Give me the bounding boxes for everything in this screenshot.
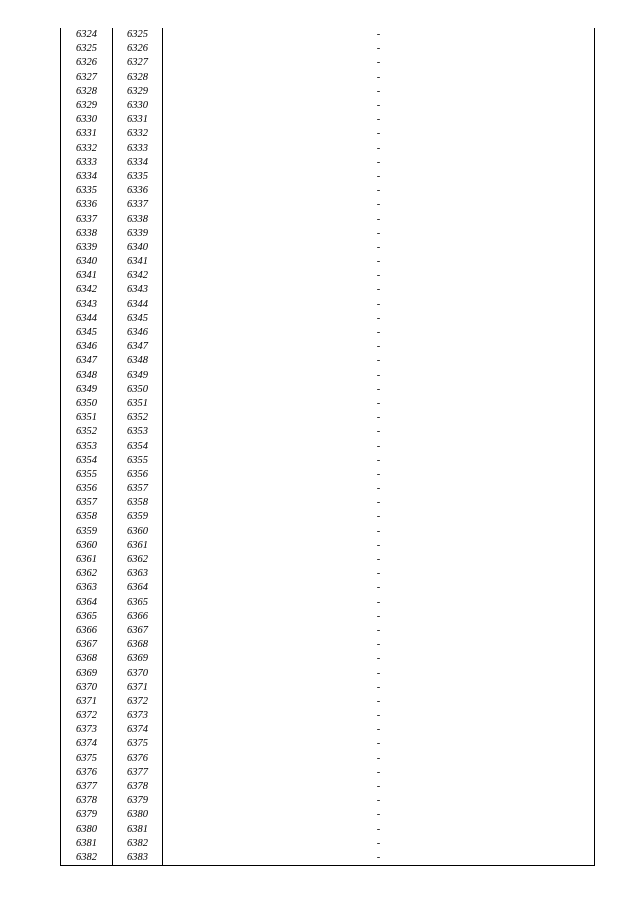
start-code-cell: 6370 <box>61 681 113 695</box>
end-code-cell: 6357 <box>113 482 163 496</box>
end-code-cell: 6356 <box>113 468 163 482</box>
table-row <box>61 142 595 156</box>
value-cell: - <box>163 610 595 624</box>
table-row <box>61 28 595 42</box>
start-code-cell: 6379 <box>61 808 113 822</box>
table-row <box>61 269 595 283</box>
start-code-cell: 6356 <box>61 482 113 496</box>
table-body <box>61 28 595 866</box>
start-code-cell: 6374 <box>61 737 113 751</box>
start-code-cell: 6359 <box>61 525 113 539</box>
start-code-cell: 6369 <box>61 666 113 680</box>
end-code-cell: 6382 <box>113 837 163 851</box>
end-code-cell: 6381 <box>113 823 163 837</box>
value-cell: - <box>163 298 595 312</box>
end-code-cell: 6337 <box>113 198 163 212</box>
end-code-cell: 6347 <box>113 340 163 354</box>
end-code-cell: 6374 <box>113 723 163 737</box>
end-code-cell: 6344 <box>113 298 163 312</box>
value-cell: - <box>163 454 595 468</box>
value-cell: - <box>163 596 595 610</box>
table-row <box>61 241 595 255</box>
table-row <box>61 354 595 368</box>
value-cell: - <box>163 652 595 666</box>
end-code-cell: 6351 <box>113 397 163 411</box>
start-code-cell: 6351 <box>61 411 113 425</box>
start-code-cell: 6361 <box>61 553 113 567</box>
start-code-cell: 6348 <box>61 369 113 383</box>
value-cell: - <box>163 326 595 340</box>
end-code-cell: 6335 <box>113 170 163 184</box>
start-code-cell: 6345 <box>61 326 113 340</box>
value-cell: - <box>163 510 595 524</box>
end-code-cell: 6383 <box>113 851 163 866</box>
table-row <box>61 652 595 666</box>
table-row <box>61 156 595 170</box>
start-code-cell: 6373 <box>61 723 113 737</box>
end-code-cell: 6377 <box>113 766 163 780</box>
table-row <box>61 596 595 610</box>
start-code-cell: 6364 <box>61 596 113 610</box>
start-code-cell: 6344 <box>61 312 113 326</box>
value-cell: - <box>163 766 595 780</box>
value-cell: - <box>163 482 595 496</box>
end-code-cell: 6372 <box>113 695 163 709</box>
start-code-cell: 6367 <box>61 638 113 652</box>
end-code-cell: 6332 <box>113 127 163 141</box>
table-row <box>61 71 595 85</box>
table-row <box>61 510 595 524</box>
value-cell: - <box>163 553 595 567</box>
table-row <box>61 525 595 539</box>
end-code-cell: 6376 <box>113 752 163 766</box>
table-row <box>61 283 595 297</box>
value-cell: - <box>163 170 595 184</box>
value-cell: - <box>163 752 595 766</box>
table-row <box>61 113 595 127</box>
start-code-cell: 6332 <box>61 142 113 156</box>
end-code-cell: 6334 <box>113 156 163 170</box>
start-code-cell: 6325 <box>61 42 113 56</box>
start-code-cell: 6337 <box>61 212 113 226</box>
table-row <box>61 227 595 241</box>
end-code-cell: 6358 <box>113 496 163 510</box>
end-code-cell: 6355 <box>113 454 163 468</box>
table-row <box>61 780 595 794</box>
value-cell: - <box>163 397 595 411</box>
start-code-cell: 6331 <box>61 127 113 141</box>
end-code-cell: 6348 <box>113 354 163 368</box>
start-code-cell: 6362 <box>61 567 113 581</box>
value-cell: - <box>163 340 595 354</box>
value-cell: - <box>163 837 595 851</box>
end-code-cell: 6326 <box>113 42 163 56</box>
value-cell: - <box>163 439 595 453</box>
value-cell: - <box>163 681 595 695</box>
table-row <box>61 212 595 226</box>
value-cell: - <box>163 823 595 837</box>
start-code-cell: 6355 <box>61 468 113 482</box>
start-code-cell: 6338 <box>61 227 113 241</box>
end-code-cell: 6359 <box>113 510 163 524</box>
value-cell: - <box>163 624 595 638</box>
value-cell: - <box>163 709 595 723</box>
start-code-cell: 6381 <box>61 837 113 851</box>
table-row <box>61 369 595 383</box>
table-row <box>61 666 595 680</box>
start-code-cell: 6330 <box>61 113 113 127</box>
end-code-cell: 6346 <box>113 326 163 340</box>
value-cell: - <box>163 808 595 822</box>
value-cell: - <box>163 255 595 269</box>
value-cell: - <box>163 269 595 283</box>
start-code-cell: 6327 <box>61 71 113 85</box>
start-code-cell: 6328 <box>61 85 113 99</box>
table-row <box>61 439 595 453</box>
value-cell: - <box>163 383 595 397</box>
value-cell: - <box>163 42 595 56</box>
value-cell: - <box>163 184 595 198</box>
end-code-cell: 6339 <box>113 227 163 241</box>
start-code-cell: 6342 <box>61 283 113 297</box>
table-row <box>61 709 595 723</box>
start-code-cell: 6376 <box>61 766 113 780</box>
table-row <box>61 468 595 482</box>
value-cell: - <box>163 581 595 595</box>
table-row <box>61 794 595 808</box>
table-row <box>61 808 595 822</box>
end-code-cell: 6380 <box>113 808 163 822</box>
table-row <box>61 638 595 652</box>
start-code-cell: 6366 <box>61 624 113 638</box>
table-row <box>61 312 595 326</box>
end-code-cell: 6379 <box>113 794 163 808</box>
value-cell: - <box>163 411 595 425</box>
start-code-cell: 6365 <box>61 610 113 624</box>
end-code-cell: 6370 <box>113 666 163 680</box>
table-row <box>61 581 595 595</box>
value-cell: - <box>163 283 595 297</box>
start-code-cell: 6382 <box>61 851 113 866</box>
end-code-cell: 6325 <box>113 28 163 42</box>
start-code-cell: 6350 <box>61 397 113 411</box>
table-row <box>61 411 595 425</box>
value-cell: - <box>163 227 595 241</box>
start-code-cell: 6343 <box>61 298 113 312</box>
table-row <box>61 737 595 751</box>
end-code-cell: 6369 <box>113 652 163 666</box>
value-cell: - <box>163 369 595 383</box>
start-code-cell: 6339 <box>61 241 113 255</box>
end-code-cell: 6363 <box>113 567 163 581</box>
end-code-cell: 6328 <box>113 71 163 85</box>
end-code-cell: 6352 <box>113 411 163 425</box>
value-cell: - <box>163 539 595 553</box>
value-cell: - <box>163 780 595 794</box>
table-row <box>61 56 595 70</box>
end-code-cell: 6338 <box>113 212 163 226</box>
value-cell: - <box>163 638 595 652</box>
table-row <box>61 851 595 866</box>
start-code-cell: 6333 <box>61 156 113 170</box>
table-row <box>61 837 595 851</box>
table-row <box>61 425 595 439</box>
end-code-cell: 6360 <box>113 525 163 539</box>
end-code-cell: 6343 <box>113 283 163 297</box>
value-cell: - <box>163 156 595 170</box>
start-code-cell: 6353 <box>61 439 113 453</box>
table-row <box>61 184 595 198</box>
value-cell: - <box>163 567 595 581</box>
table-row <box>61 539 595 553</box>
end-code-cell: 6373 <box>113 709 163 723</box>
end-code-cell: 6371 <box>113 681 163 695</box>
table-row <box>61 766 595 780</box>
start-code-cell: 6335 <box>61 184 113 198</box>
end-code-cell: 6368 <box>113 638 163 652</box>
end-code-cell: 6329 <box>113 85 163 99</box>
table-row <box>61 496 595 510</box>
start-code-cell: 6363 <box>61 581 113 595</box>
table-row <box>61 482 595 496</box>
end-code-cell: 6342 <box>113 269 163 283</box>
value-cell: - <box>163 99 595 113</box>
value-cell: - <box>163 737 595 751</box>
start-code-cell: 6326 <box>61 56 113 70</box>
value-cell: - <box>163 312 595 326</box>
table-row <box>61 298 595 312</box>
table-row <box>61 681 595 695</box>
table-row <box>61 85 595 99</box>
start-code-cell: 6324 <box>61 28 113 42</box>
table-row <box>61 723 595 737</box>
start-code-cell: 6340 <box>61 255 113 269</box>
end-code-cell: 6365 <box>113 596 163 610</box>
value-cell: - <box>163 71 595 85</box>
table-row <box>61 340 595 354</box>
value-cell: - <box>163 142 595 156</box>
end-code-cell: 6367 <box>113 624 163 638</box>
end-code-cell: 6364 <box>113 581 163 595</box>
value-cell: - <box>163 198 595 212</box>
end-code-cell: 6331 <box>113 113 163 127</box>
value-cell: - <box>163 794 595 808</box>
value-cell: - <box>163 241 595 255</box>
end-code-cell: 6340 <box>113 241 163 255</box>
start-code-cell: 6378 <box>61 794 113 808</box>
table-row <box>61 567 595 581</box>
start-code-cell: 6341 <box>61 269 113 283</box>
start-code-cell: 6377 <box>61 780 113 794</box>
end-code-cell: 6354 <box>113 439 163 453</box>
table-row <box>61 454 595 468</box>
value-cell: - <box>163 851 595 866</box>
start-code-cell: 6347 <box>61 354 113 368</box>
table-row <box>61 198 595 212</box>
value-cell: - <box>163 695 595 709</box>
start-code-cell: 6360 <box>61 539 113 553</box>
start-code-cell: 6375 <box>61 752 113 766</box>
value-cell: - <box>163 28 595 42</box>
start-code-cell: 6354 <box>61 454 113 468</box>
end-code-cell: 6353 <box>113 425 163 439</box>
table-row <box>61 397 595 411</box>
value-cell: - <box>163 127 595 141</box>
start-code-cell: 6334 <box>61 170 113 184</box>
start-code-cell: 6346 <box>61 340 113 354</box>
end-code-cell: 6362 <box>113 553 163 567</box>
value-cell: - <box>163 468 595 482</box>
start-code-cell: 6352 <box>61 425 113 439</box>
end-code-cell: 6327 <box>113 56 163 70</box>
value-cell: - <box>163 425 595 439</box>
table-row <box>61 170 595 184</box>
table-row <box>61 255 595 269</box>
value-cell: - <box>163 113 595 127</box>
table-row <box>61 42 595 56</box>
end-code-cell: 6378 <box>113 780 163 794</box>
start-code-cell: 6371 <box>61 695 113 709</box>
start-code-cell: 6358 <box>61 510 113 524</box>
table-row <box>61 624 595 638</box>
table-row <box>61 383 595 397</box>
start-code-cell: 6357 <box>61 496 113 510</box>
end-code-cell: 6375 <box>113 737 163 751</box>
start-code-cell: 6380 <box>61 823 113 837</box>
end-code-cell: 6366 <box>113 610 163 624</box>
end-code-cell: 6350 <box>113 383 163 397</box>
table-row <box>61 823 595 837</box>
start-code-cell: 6372 <box>61 709 113 723</box>
value-cell: - <box>163 666 595 680</box>
start-code-cell: 6349 <box>61 383 113 397</box>
table-row <box>61 695 595 709</box>
value-cell: - <box>163 212 595 226</box>
table-row <box>61 127 595 141</box>
value-cell: - <box>163 354 595 368</box>
start-code-cell: 6336 <box>61 198 113 212</box>
table-row <box>61 553 595 567</box>
value-cell: - <box>163 56 595 70</box>
table-row <box>61 610 595 624</box>
end-code-cell: 6361 <box>113 539 163 553</box>
end-code-cell: 6345 <box>113 312 163 326</box>
value-cell: - <box>163 723 595 737</box>
end-code-cell: 6336 <box>113 184 163 198</box>
end-code-cell: 6330 <box>113 99 163 113</box>
value-cell: - <box>163 85 595 99</box>
data-table <box>60 28 595 866</box>
end-code-cell: 6349 <box>113 369 163 383</box>
start-code-cell: 6329 <box>61 99 113 113</box>
end-code-cell: 6341 <box>113 255 163 269</box>
table-row <box>61 752 595 766</box>
start-code-cell: 6368 <box>61 652 113 666</box>
value-cell: - <box>163 496 595 510</box>
table-row <box>61 326 595 340</box>
end-code-cell: 6333 <box>113 142 163 156</box>
table-row <box>61 99 595 113</box>
value-cell: - <box>163 525 595 539</box>
